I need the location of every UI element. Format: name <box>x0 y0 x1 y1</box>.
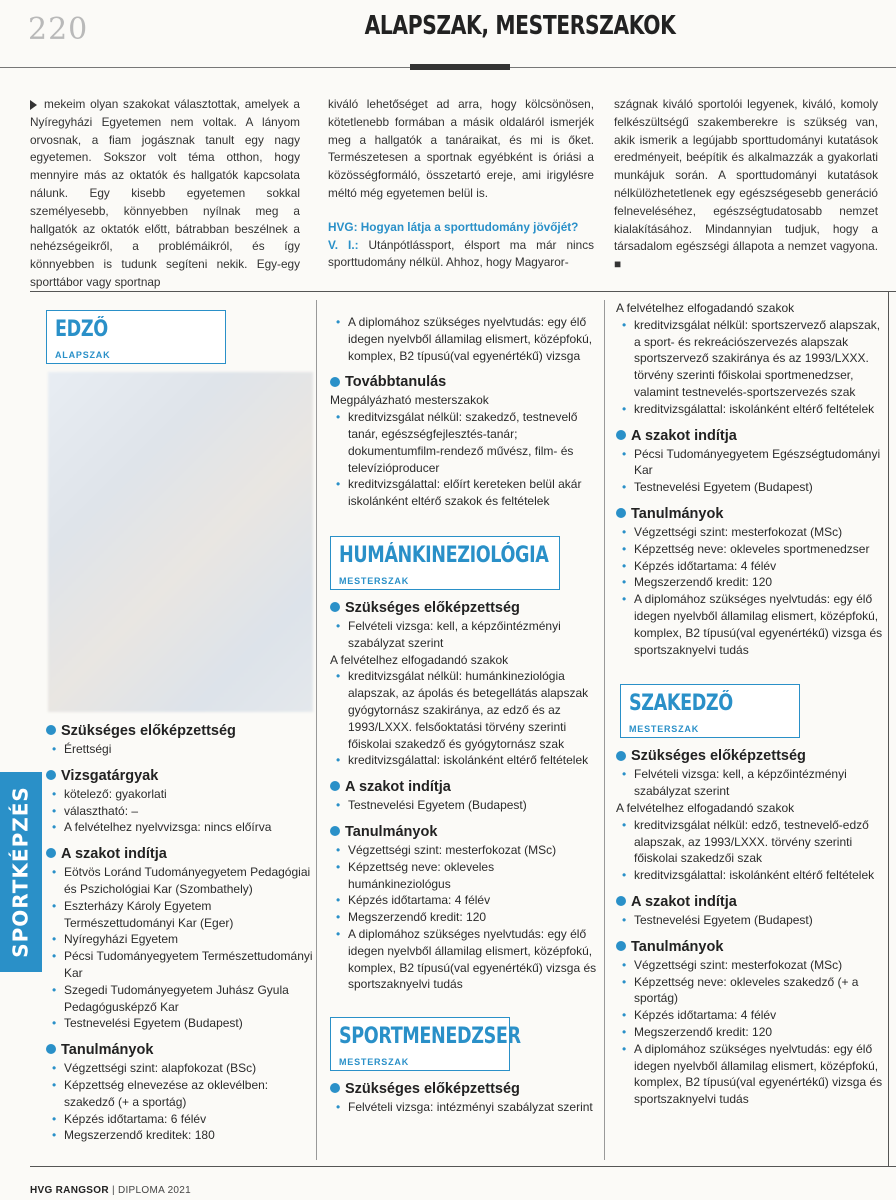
intro-text-1: mekeim olyan szakokat választottak, amelyek a Nyíregyházi Egyetemen nem voltak. A lányom orvosnak, a fiam jogásznak tanult egy nagy egyetemen. Sokszor volt téma otthon, hogy mennyire más az oktatók és hallgatók kapcsolata nálunk. Egy kisebb egyetemen sokkal személyesebb, könnyebben nyílnak meg a hallgatók az oktatók előtt, bátrabban beszélnek a nehézségeikről, a problémáikról, és így könnyebben is tudunk segíteni nekik. Egy-egy sporttábor vagy sportnap <box>30 97 300 289</box>
continue-arrow-icon <box>30 100 37 110</box>
footer: HVG RANGSOR | DIPLOMA 2021 <box>30 1185 192 1196</box>
edzo-exams-heading: Vizsgatárgyak <box>46 767 314 785</box>
interview-question: HVG: Hogyan látja a sporttudomány jövőjét? <box>328 219 579 234</box>
bullet-dot-icon <box>330 826 340 836</box>
list-item: • Megszerzendő kredit: 120 <box>616 1024 886 1041</box>
list-item: • választható: – <box>46 803 314 820</box>
list-item: • Testnevelési Egyetem (Budapest) <box>616 912 886 929</box>
edzo-launch-heading: A szakot indítja <box>46 845 314 863</box>
intro-column-2 <box>328 96 594 272</box>
column-divider-2 <box>604 300 605 1160</box>
intro-column-3 <box>614 96 878 274</box>
list-item: • Megszerzendő kredit: 120 <box>616 574 886 591</box>
bullet-dot-icon <box>46 848 56 858</box>
list-item: • Végzettségi szint: mesterfokozat (MSc) <box>616 524 886 541</box>
list-item: • Képzettség neve: okleveles humánkineziológus <box>330 859 598 893</box>
bullet-dot-icon <box>330 377 340 387</box>
sm-title-box <box>330 1017 521 1071</box>
list-item: • kreditvizsgálattal: iskolánként eltérő feltételek <box>330 752 598 769</box>
accepted-majors-note: A felvételhez elfogadandó szakok <box>330 652 509 667</box>
list-item: • Pécsi Tudományegyetem Természettudományi Kar <box>46 948 314 982</box>
hk-prereq-heading: Szükséges előképzettség <box>330 599 598 617</box>
list-item: • kötelező: gyakorlati <box>46 786 314 803</box>
list-item: • kreditvizsgálattal: előírt kereteken belül akár iskolánként eltérő szakok és feltételek <box>330 476 598 510</box>
accepted-majors-note: A felvételhez elfogadandó szakok <box>616 301 795 315</box>
list-item: • kreditvizsgálat nélkül: sportszervező alapszak, a sport- és rekreációszervezés alapszak sportszervező szakiránya és az 1993/LXXX. törvény szerinti főiskolai sportmenedzser, valamint testnevelés-sportszervezés szak <box>616 317 886 401</box>
top-rule-accent <box>410 64 510 70</box>
sm-studies-heading: Tanulmányok <box>616 505 886 523</box>
edzo-subtitle: ALAPSZAK <box>55 350 111 360</box>
bullet-dot-icon <box>330 781 340 791</box>
list-item: • Képzés időtartama: 6 félév <box>46 1111 314 1128</box>
bullet-dot-icon <box>616 508 626 518</box>
section-side-tab <box>0 772 42 972</box>
hk-title-box <box>330 536 560 590</box>
hk-studies-heading: Tanulmányok <box>330 823 598 841</box>
bullet-dot-icon <box>616 941 626 951</box>
list-item: • A diplomához szükséges nyelvtudás: egy élő idegen nyelvből államilag elismert, középfokú, komplex, B2 típusú(val egyenértékű) vizsga és sportszaknyelvi tudás <box>330 926 598 993</box>
list-item: • Érettségi <box>46 741 314 758</box>
list-item: • Felvételi vizsga: intézményi szabályzat szerint <box>330 1099 598 1116</box>
edzo-title-box <box>46 310 226 364</box>
sz-title: SZAKEDZŐ <box>629 691 733 717</box>
list-item: • A diplomához szükséges nyelvtudás: egy élő idegen nyelvből államilag elismert, középfokú, komplex, B2 típusú(val egyenértékű) vizsga <box>330 314 598 364</box>
bullet-dot-icon <box>46 1044 56 1054</box>
list-item: • A diplomához szükséges nyelvtudás: egy élő idegen nyelvből államilag elismert, középfokú, komplex, B2 típusú(val egyenértékű) vizsga és sportszaknyelvi tudás <box>616 591 886 658</box>
intro-column-1 <box>30 96 300 292</box>
list-item: • A felvételhez nyelvvizsga: nincs előírva <box>46 819 314 836</box>
list-item: • Képzettség neve: okleveles szakedző (+ a sportág) <box>616 974 886 1008</box>
page-number: 220 <box>28 12 89 47</box>
sz-prereq-heading: Szükséges előképzettség <box>616 747 886 765</box>
edzo-prereq-heading: Szükséges előképzettség <box>46 722 314 740</box>
list-item: • Testnevelési Egyetem (Budapest) <box>616 479 886 496</box>
intro-text-2: kiváló lehetőséget ad arra, hogy kölcsönösen, kötetlenebb formában a másik oldaláról ismerjék meg a hallgatók a tanáraikat, és mi is őket. Természetesen a sportnak egyébként is óriási a közösségformáló, összetartó ereje, ami irigylésre méltó még egyetemen belül is. <box>328 97 594 200</box>
sz-title-box <box>620 684 800 738</box>
list-item: • Képzettség neve: okleveles sportmenedzser <box>616 541 886 558</box>
bottom-rule <box>30 1166 896 1167</box>
bullet-dot-icon <box>616 896 626 906</box>
bullet-dot-icon <box>46 725 56 735</box>
edzo-studies-heading: Tanulmányok <box>46 1041 314 1059</box>
sz-studies-heading: Tanulmányok <box>616 938 886 956</box>
footer-brand: HVG RANGSOR <box>30 1185 109 1196</box>
list-item: • Megszerzendő kreditek: 180 <box>46 1127 314 1144</box>
bullet-dot-icon <box>616 430 626 440</box>
further-studies-intro: Megpályázható mesterszakok <box>330 393 489 408</box>
list-item: • Testnevelési Egyetem (Budapest) <box>46 1015 314 1032</box>
list-item: • Végzettségi szint: mesterfokozat (MSc) <box>616 957 886 974</box>
bullet-dot-icon <box>616 751 626 761</box>
interview-answer: Utánpótlássport, élsport ma már nincs sporttudomány nélkül. Ahhoz, hogy Magyaror- <box>328 237 594 270</box>
list-item: • Megszerzendő kredit: 120 <box>330 909 598 926</box>
list-item: • Szegedi Tudományegyetem Juhász Gyula Pedagógusképző Kar <box>46 982 314 1016</box>
list-item: • Képzettség elnevezése az oklevélben: szakedző (+ a sportág) <box>46 1077 314 1111</box>
bullet-dot-icon <box>330 1083 340 1093</box>
intro-text-3: szágnak kiváló sportolói legyenek, kiváló, komoly felkészültségű szakemberekre is szükség van, akik ismerik a legújabb sporttudományi kutatások eredményeit, beépítik és alkalmazzák a gyakorlati munkájuk során. A sporttudományi kutatások nélkülözhetetlenek egy egészségesebb generáció felneveléséhez, egészségtudatosabb nemzet kialakításához. Mindannyian tudjuk, hogy a társadalom egészségi állapota a nemzet vagyona. ■ <box>614 97 878 272</box>
list-item: • kreditvizsgálat nélkül: szakedző, testnevelő tanár, egészségfejlesztés-tanár; dokumentumfilm-rendező művész, film- és televízióproducer <box>330 409 598 476</box>
list-item: • kreditvizsgálat nélkül: edző, testnevelő-edző alapszak, az 1993/LXXX. törvény szerinti főiskolai szakedzői szak <box>616 817 886 867</box>
right-rule <box>888 291 889 1166</box>
hk-launch-heading: A szakot indítja <box>330 778 598 796</box>
answer-label: V. I.: <box>328 237 359 252</box>
bullet-dot-icon <box>46 770 56 780</box>
list-item: • Pécsi Tudományegyetem Egészségtudományi Kar <box>616 446 886 480</box>
sz-launch-heading: A szakot indítja <box>616 893 886 911</box>
bullet-dot-icon <box>330 602 340 612</box>
list-item: • Nyíregyházi Egyetem <box>46 931 314 948</box>
list-item: • Eötvös Loránd Tudományegyetem Pedagógiai és Pszichológiai Kar (Szombathely) <box>46 864 314 898</box>
section-rule <box>30 291 896 292</box>
edzo-title: EDZŐ <box>55 317 108 342</box>
hk-subtitle: MESTERSZAK <box>339 575 410 586</box>
blurred-photo <box>48 372 313 712</box>
sm-launch-heading: A szakot indítja <box>616 427 886 445</box>
list-item: • Képzés időtartama: 4 félév <box>330 892 598 909</box>
accepted-majors-note: A felvételhez elfogadandó szakok <box>616 800 795 815</box>
list-item: • Képzés időtartama: 4 félév <box>616 558 886 575</box>
middle-column <box>330 314 598 1116</box>
sm-prereq-heading: Szükséges előképzettség <box>330 1080 598 1098</box>
further-studies-heading: Továbbtanulás <box>330 373 598 391</box>
sm-subtitle: MESTERSZAK <box>339 1057 410 1068</box>
list-item: • kreditvizsgálattal: iskolánként eltérő feltételek <box>616 867 886 884</box>
sm-title: SPORTMENEDZSER <box>339 1024 521 1050</box>
footer-edition: DIPLOMA 2021 <box>117 1185 192 1196</box>
list-item: • Felvételi vizsga: kell, a képzőintézményi szabályzat szerint <box>330 618 598 652</box>
list-item: • Képzés időtartama: 4 félév <box>616 1007 886 1024</box>
sz-subtitle: MESTERSZAK <box>629 724 700 735</box>
list-item: • kreditvizsgálat nélkül: humánkineziológia alapszak, az ápolás és betegellátás alapszak gyógytornász szakiránya, az edző és az 1993/LXXX. felsőoktatási törvény szerinti főiskolai szakedző és gyógytornász szak <box>330 668 598 752</box>
list-item: • kreditvizsgálattal: iskolánként eltérő feltételek <box>616 401 886 418</box>
side-tab-label: SPORTKÉPZÉS <box>8 786 33 958</box>
list-item: • A diplomához szükséges nyelvtudás: egy élő idegen nyelvből államilag elismert, középfokú, komplex, B2 típusú(val egyenértékű) vizsga és sportszaknyelvi tudás <box>616 1041 886 1108</box>
list-item: • Eszterházy Károly Egyetem Természettudományi Kar (Eger) <box>46 898 314 932</box>
list-item: • Felvételi vizsga: kell, a képzőintézményi szabályzat szerint <box>616 766 886 800</box>
list-item: • Testnevelési Egyetem (Budapest) <box>330 797 598 814</box>
list-item: • Végzettségi szint: alapfokozat (BSc) <box>46 1060 314 1077</box>
edzo-column <box>46 310 314 1144</box>
hk-title: HUMÁNKINEZIOLÓGIA <box>339 542 549 568</box>
list-item: • Végzettségi szint: mesterfokozat (MSc) <box>330 842 598 859</box>
column-divider-1 <box>316 300 317 1160</box>
right-column <box>616 300 886 1108</box>
page-title: ALAPSZAK, MESTERSZAKOK <box>364 11 676 41</box>
